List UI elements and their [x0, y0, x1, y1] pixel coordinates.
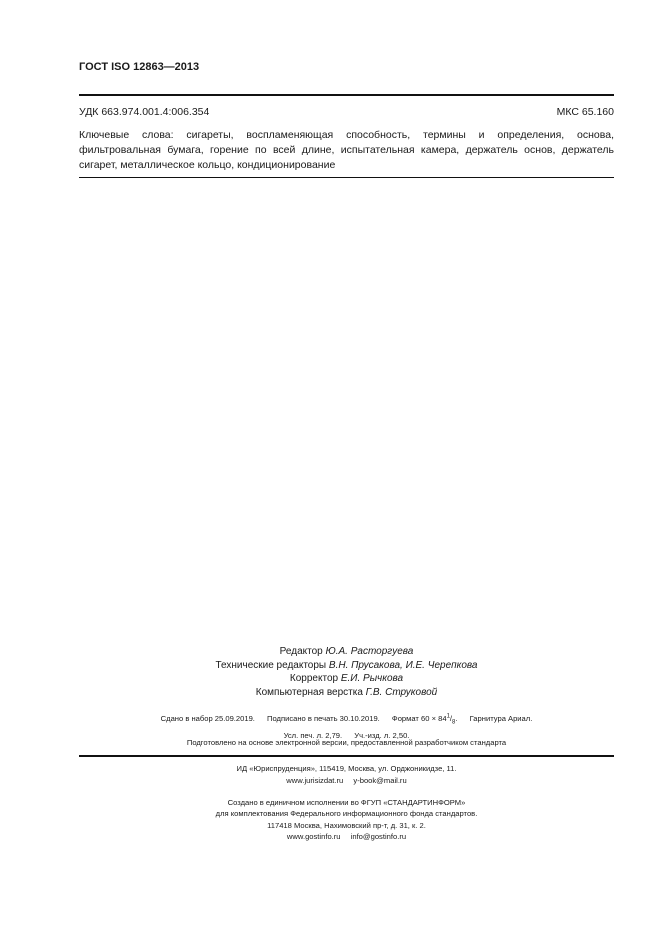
credit-name: Г.В. Струковой — [365, 686, 438, 698]
keywords-paragraph: Ключевые слова: сигареты, воспламеняющая способность, термины и определения, основа, фильтровальная бумага, горение по всей длине, испытательная камера, держатель основ, держатель сигарет, металлическое кольцо, кондиционирование — [79, 129, 614, 171]
publisher-site-link[interactable]: www.jurisizdat.ru — [286, 776, 344, 785]
udk-code: УДК 663.974.001.4:006.354 — [79, 106, 210, 118]
keywords-divider — [79, 177, 614, 178]
format-numerator: 1 — [446, 713, 450, 719]
credit-role: Корректор — [289, 673, 339, 684]
prepared-note: Подготовлено на основе электронной версии, предоставленной разработчиком стандарта — [186, 738, 507, 747]
print-sheets: Усл. печ. л. 2,79. — [283, 731, 343, 741]
maker-site-link[interactable]: www.gostinfo.ru — [286, 831, 341, 841]
maker-line1: Создано в единичном исполнении во ФГУП «СТАНДАРТИНФОРМ» — [227, 798, 466, 807]
maker-line2: для комплектования Федерального информационного фонда стандартов. — [215, 809, 478, 819]
credit-proofreader — [79, 672, 614, 686]
publisher-block — [79, 763, 614, 787]
format-denominator: 8 — [452, 719, 456, 726]
format-label: Формат 60 × 84 — [391, 713, 447, 723]
credit-name: Ю.А. Расторгуева — [325, 646, 414, 657]
signed-date: Подписано в печать 30.10.2019. — [267, 713, 380, 723]
credits-block — [79, 645, 614, 699]
credit-role: Редактор — [279, 646, 323, 657]
maker-email-link[interactable]: info@gostinfo.ru — [350, 831, 407, 841]
maker-block — [79, 797, 614, 842]
bottom-divider — [79, 755, 614, 757]
credit-editor — [79, 645, 614, 659]
top-divider — [79, 94, 614, 96]
typeface: Гарнитура Ариал. — [469, 713, 533, 723]
submitted-date: Сдано в набор 25.09.2019. — [160, 713, 255, 723]
mks-code: МКС 65.160 — [556, 106, 614, 118]
standard-code: ГОСТ ISO 12863—2013 — [79, 61, 200, 73]
format-suffix: . — [455, 713, 458, 723]
maker-address: 117418 Москва, Нахимовский пр-т, д. 31, к. 2. — [267, 820, 426, 830]
maker-links — [79, 831, 614, 842]
credit-name: В.Н. Прусакова, И.Е. Черепкова — [328, 659, 478, 671]
publishing-sheets: Уч.-изд. л. 2,50. — [354, 731, 410, 741]
publisher-address: ИД «Юриспруденция», 115419, Москва, ул. Орджоникидзе, 11. — [236, 764, 457, 773]
credit-role: Технические редакторы — [215, 659, 327, 671]
credit-tech-editors — [79, 659, 614, 673]
credit-role: Компьютерная верстка — [255, 686, 363, 698]
credit-name: Е.И. Рычкова — [340, 673, 404, 684]
publisher-email-link[interactable]: y-book@mail.ru — [353, 776, 407, 785]
credit-layout — [79, 686, 614, 700]
paper-format: Формат $60 \times 84^1/_8$. — [391, 713, 458, 726]
print-info-line1 — [79, 709, 614, 729]
publisher-links — [79, 775, 614, 787]
